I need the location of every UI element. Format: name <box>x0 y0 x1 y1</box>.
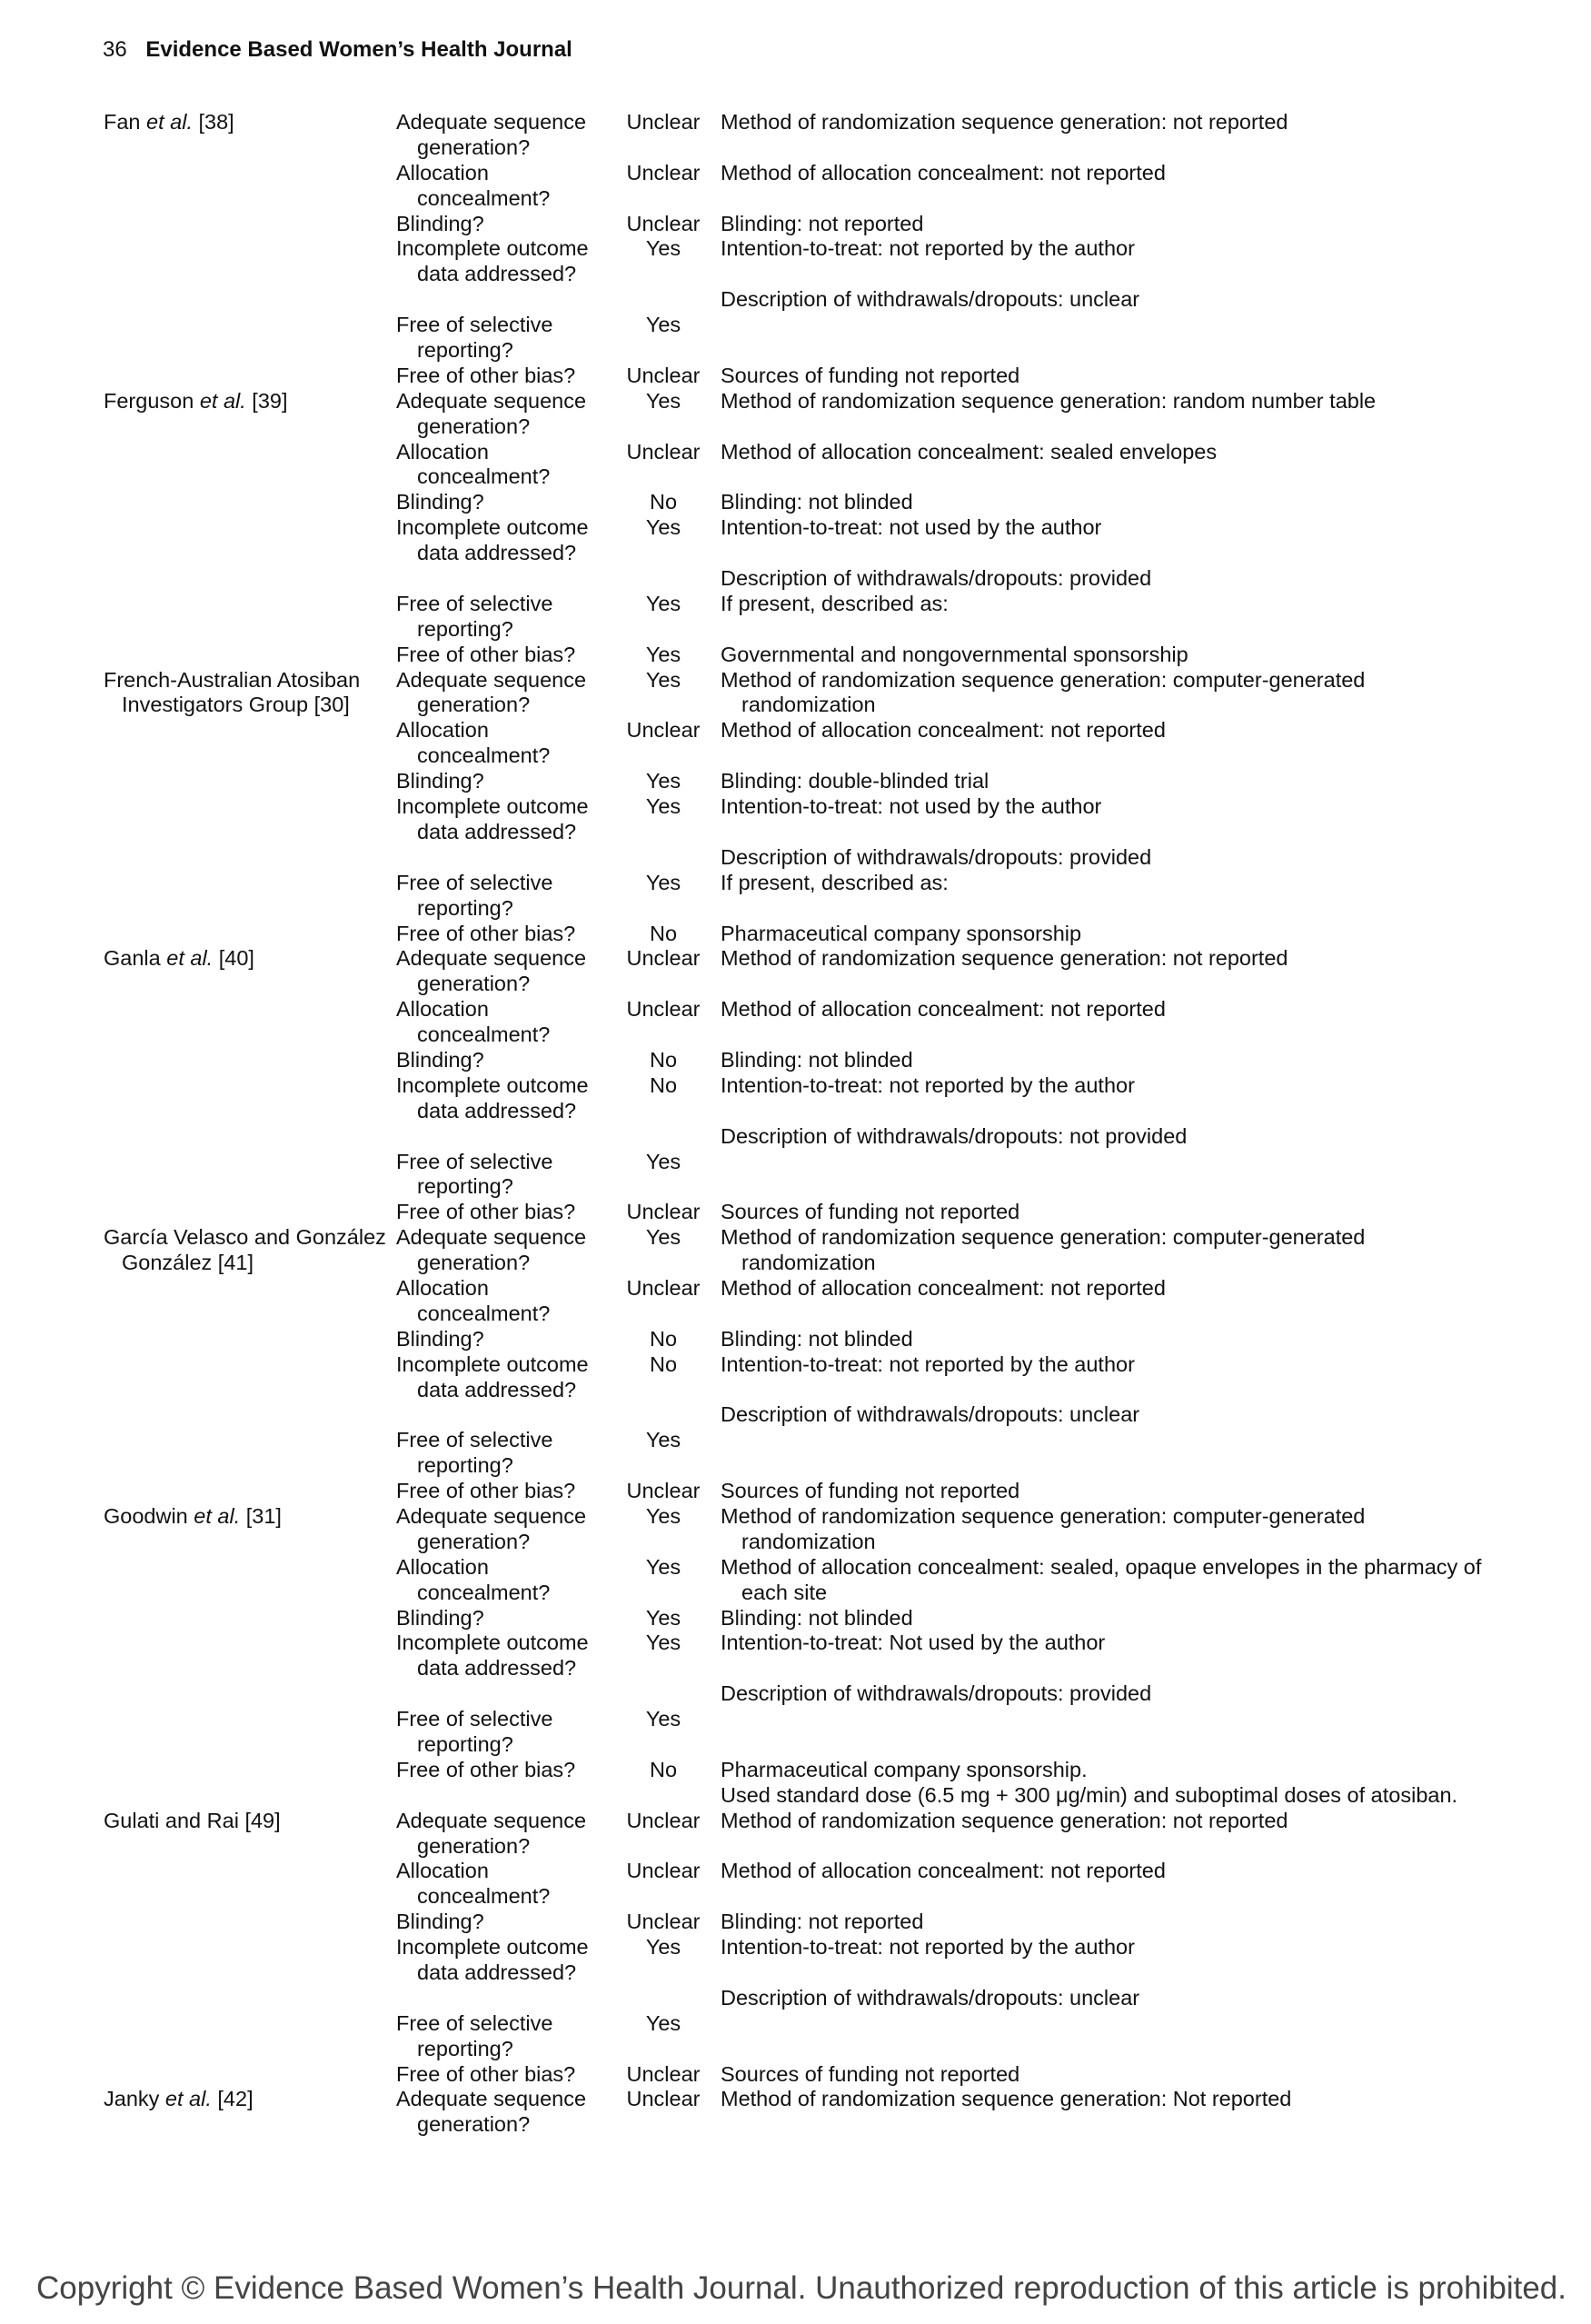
bias-domain-question: generation? <box>417 414 531 438</box>
support-for-judgment: Method of allocation concealment: sealed envelopes <box>721 439 1218 464</box>
bias-domain-question: Free of other bias? <box>396 363 576 387</box>
study-name-part: Fan <box>104 110 147 134</box>
study-name-part: Ganla <box>104 946 167 971</box>
study-group <box>0 668 1591 947</box>
running-header <box>103 36 572 64</box>
support-for-judgment: Sources of funding not reported <box>721 363 1020 387</box>
study-name <box>104 110 234 135</box>
bias-domain-question: Incomplete outcome <box>396 794 589 819</box>
support-for-judgment: Description of withdrawals/dropouts: provided <box>721 566 1152 591</box>
table-line <box>0 2011 1591 2037</box>
judgment: Unclear <box>626 2087 701 2111</box>
bias-domain-question: reporting? <box>417 338 513 363</box>
study-name-part: Ferguson <box>104 388 200 413</box>
table-line <box>0 871 1591 896</box>
support-for-judgment: Governmental and nongovernmental sponsorship <box>721 642 1188 666</box>
bias-domain-question: generation? <box>417 1833 531 1858</box>
bias-domain-question: Free of other bias? <box>396 1479 576 1503</box>
support-for-judgment: Sources of funding not reported <box>721 2061 1020 2086</box>
table-line <box>0 668 1591 693</box>
study-group <box>0 1504 1591 1809</box>
judgment: No <box>649 1326 678 1351</box>
support-for-judgment: Method of allocation concealment: sealed, opaque envelopes in the pharmacy of <box>721 1554 1482 1579</box>
bias-domain-question: generation? <box>417 972 531 996</box>
study-name <box>104 946 254 972</box>
judgment: No <box>649 1757 678 1781</box>
judgment: Unclear <box>626 1479 701 1503</box>
judgment: No <box>649 1072 678 1097</box>
bias-domain-question: Free of selective <box>396 1428 553 1452</box>
support-for-judgment: Method of randomization sequence generation: computer-generated <box>721 667 1366 692</box>
table-line <box>0 515 1591 541</box>
judgment: Yes <box>645 1149 681 1173</box>
bias-domain-question: data addressed? <box>417 819 577 843</box>
judgment: Unclear <box>626 718 701 743</box>
support-for-judgment: Method of randomization sequence generation: computer-generated <box>721 1225 1366 1250</box>
table-line <box>0 1859 1591 1884</box>
table-line <box>0 1834 1591 1860</box>
bias-domain-question: Blinding? <box>396 211 484 235</box>
bias-domain-question: Adequate sequence <box>396 1225 587 1250</box>
study-group <box>0 1225 1591 1504</box>
bias-domain-question: data addressed? <box>417 262 577 286</box>
judgment: Yes <box>645 769 681 793</box>
judgment: Unclear <box>626 1275 701 1300</box>
study-group <box>0 110 1591 389</box>
bias-domain-question: Free of other bias? <box>396 2061 576 2086</box>
table-line <box>0 617 1591 643</box>
bias-domain-question: Blinding? <box>396 1910 484 1934</box>
judgment: Unclear <box>626 1859 701 1883</box>
table-line <box>0 1073 1591 1099</box>
support-for-judgment: Blinding: not blinded <box>721 1605 913 1630</box>
bias-domain-question: generation? <box>417 135 531 159</box>
judgment: Yes <box>645 642 681 666</box>
table-line <box>0 1048 1591 1073</box>
table-line <box>0 1453 1591 1479</box>
judgment: Yes <box>645 313 681 337</box>
table-line <box>0 1479 1591 1504</box>
bias-domain-question: Blinding? <box>396 1326 484 1351</box>
bias-domain-question: concealment? <box>417 1022 551 1047</box>
judgment: Yes <box>645 1428 681 1452</box>
bias-domain-question: Free of other bias? <box>396 642 576 666</box>
support-for-judgment: Method of allocation concealment: not reported <box>721 1275 1166 1300</box>
bias-domain-question: Free of selective <box>396 1149 553 1173</box>
table-line <box>0 1530 1591 1555</box>
table-line <box>0 972 1591 997</box>
support-for-judgment: If present, described as: <box>721 591 949 615</box>
table-line <box>0 743 1591 769</box>
bias-domain-question: Allocation <box>396 160 489 185</box>
study-name-part: [40] <box>213 946 254 971</box>
table-line <box>0 1276 1591 1302</box>
bias-domain-question: reporting? <box>417 1174 513 1199</box>
bias-domain-question: Incomplete outcome <box>396 1072 589 1097</box>
judgment: No <box>649 1047 678 1072</box>
judgment: No <box>649 921 678 945</box>
table-line <box>0 414 1591 440</box>
support-for-judgment: Intention-to-treat: not used by the author <box>721 515 1102 540</box>
table-line <box>0 1732 1591 1758</box>
support-for-judgment: Sources of funding not reported <box>721 1479 1020 1503</box>
support-for-judgment: Method of allocation concealment: not reported <box>721 160 1166 185</box>
study-group <box>0 946 1591 1225</box>
table-line <box>0 794 1591 820</box>
judgment: Yes <box>645 794 681 819</box>
table-line <box>0 1809 1591 1834</box>
bias-domain-question: reporting? <box>417 616 513 641</box>
table-line <box>0 1302 1591 1327</box>
table-line <box>0 1225 1591 1251</box>
support-for-judgment: Description of withdrawals/dropouts: unclear <box>721 1402 1140 1427</box>
bias-domain-question: Incomplete outcome <box>396 515 589 540</box>
support-for-judgment: Intention-to-treat: not used by the author <box>721 794 1102 819</box>
bias-domain-question: data addressed? <box>417 541 577 565</box>
table-line <box>0 135 1591 161</box>
bias-domain-question: Allocation <box>396 718 489 743</box>
table-line <box>0 1935 1591 1960</box>
study-name-part: et al. <box>194 1503 241 1528</box>
judgment: Yes <box>645 667 681 692</box>
study-name-part: et al. <box>166 946 214 971</box>
judgment: Unclear <box>626 110 701 134</box>
judgment: Yes <box>645 236 681 261</box>
table-line <box>0 1174 1591 1200</box>
bias-domain-question: concealment? <box>417 1301 551 1325</box>
support-for-judgment: Used standard dose (6.5 mg + 300 μg/min) and suboptimal doses of atosiban. <box>721 1782 1458 1807</box>
bias-domain-question: reporting? <box>417 1453 513 1478</box>
table-line <box>0 1378 1591 1403</box>
judgment: Unclear <box>626 363 701 387</box>
support-for-judgment: Blinding: not blinded <box>721 1047 913 1072</box>
table-line <box>0 1606 1591 1631</box>
bias-domain-question: reporting? <box>417 895 513 920</box>
table-line <box>0 820 1591 845</box>
table-line <box>0 566 1591 592</box>
table-line <box>0 1581 1591 1606</box>
study-name-part: [38] <box>192 110 234 134</box>
support-for-judgment: Method of randomization sequence generation: not reported <box>721 110 1288 134</box>
bias-domain-question: Adequate sequence <box>396 388 587 413</box>
bias-domain-question: concealment? <box>417 1580 551 1604</box>
support-for-judgment: each site <box>741 1580 828 1604</box>
table-line <box>0 643 1591 668</box>
judgment: No <box>649 1352 678 1376</box>
judgment: Yes <box>645 870 681 894</box>
table-line <box>0 1327 1591 1352</box>
table-line <box>0 212 1591 237</box>
table-line <box>0 896 1591 922</box>
table-line <box>0 1402 1591 1428</box>
support-for-judgment: randomization <box>741 1251 876 1275</box>
table-line <box>0 1910 1591 1935</box>
table-line <box>0 287 1591 313</box>
table-line <box>0 186 1591 212</box>
table-line <box>0 1504 1591 1530</box>
support-for-judgment: Blinding: not blinded <box>721 1326 913 1351</box>
support-for-judgment: Description of withdrawals/dropouts: provided <box>721 1681 1152 1706</box>
judgment: Yes <box>645 2010 681 2035</box>
table-line <box>0 161 1591 186</box>
study-name: García Velasco and González <box>104 1225 386 1250</box>
support-for-judgment: Pharmaceutical company sponsorship. <box>721 1757 1088 1781</box>
table-line <box>0 997 1591 1022</box>
table-line <box>0 490 1591 515</box>
study-name: French-Australian Atosiban <box>104 667 361 692</box>
table-line <box>0 1783 1591 1809</box>
support-for-judgment: Description of withdrawals/dropouts: unclear <box>721 287 1140 312</box>
bias-domain-question: Incomplete outcome <box>396 1935 589 1960</box>
table-line <box>0 1884 1591 1910</box>
bias-domain-question: reporting? <box>417 1732 513 1756</box>
support-for-judgment: Pharmaceutical company sponsorship <box>721 921 1082 945</box>
table-line <box>0 592 1591 617</box>
support-for-judgment: Blinding: not reported <box>721 211 924 235</box>
table-line <box>0 1352 1591 1378</box>
table-line <box>0 693 1591 718</box>
table-line <box>0 1150 1591 1175</box>
support-for-judgment: Method of allocation concealment: not reported <box>721 718 1166 743</box>
bias-domain-question: Allocation <box>396 1859 489 1883</box>
bias-domain-question: Adequate sequence <box>396 1503 587 1528</box>
bias-domain-question: Allocation <box>396 439 489 464</box>
bias-domain-question: concealment? <box>417 743 551 768</box>
judgment: Yes <box>645 1707 681 1731</box>
bias-domain-question: Allocation <box>396 1275 489 1300</box>
support-for-judgment: Intention-to-treat: not reported by the author <box>721 1352 1135 1376</box>
study-name-continued: Investigators Group [30] <box>122 693 350 717</box>
judgment: Unclear <box>626 1200 701 1224</box>
support-for-judgment: Description of withdrawals/dropouts: unclear <box>721 1985 1140 2010</box>
judgment: Yes <box>645 1935 681 1960</box>
table-line <box>0 1022 1591 1048</box>
support-for-judgment: Method of allocation concealment: not reported <box>721 1859 1166 1883</box>
risk-of-bias-table <box>0 110 1591 2138</box>
table-line <box>0 338 1591 364</box>
study-name-part: et al. <box>164 2087 212 2111</box>
support-for-judgment: If present, described as: <box>721 870 949 894</box>
table-line <box>0 2112 1591 2138</box>
bias-domain-question: generation? <box>417 693 531 717</box>
table-line <box>0 1099 1591 1124</box>
bias-domain-question: Free of selective <box>396 2010 553 2035</box>
bias-domain-question: Adequate sequence <box>396 110 587 134</box>
judgment: Yes <box>645 1503 681 1528</box>
study-group <box>0 1809 1591 2088</box>
support-for-judgment: Method of allocation concealment: not reported <box>721 997 1166 1022</box>
study-group <box>0 2087 1591 2138</box>
bias-domain-question: Free of selective <box>396 1707 553 1731</box>
study-name <box>104 389 288 414</box>
table-line <box>0 1960 1591 1986</box>
study-name-part: et al. <box>199 388 246 413</box>
table-line <box>0 2037 1591 2062</box>
copyright-notice: Copyright © Evidence Based Women’s Health Journal. Unauthorized reproduction of this article is prohibited. <box>36 2270 1566 2306</box>
bias-domain-question: Incomplete outcome <box>396 1631 589 1655</box>
support-for-judgment: Method of randomization sequence generation: not reported <box>721 1808 1288 1832</box>
judgment: Yes <box>645 591 681 615</box>
table-line <box>0 1656 1591 1681</box>
bias-domain-question: reporting? <box>417 2036 513 2060</box>
bias-domain-question: data addressed? <box>417 1656 577 1681</box>
support-for-judgment: Blinding: not reported <box>721 1910 924 1934</box>
support-for-judgment: Intention-to-treat: not reported by the author <box>721 1072 1135 1097</box>
judgment: No <box>649 490 678 514</box>
bias-domain-question: generation? <box>417 2112 531 2137</box>
judgment: Unclear <box>626 439 701 464</box>
judgment: Unclear <box>626 946 701 971</box>
table-line <box>0 1251 1591 1276</box>
table-line <box>0 541 1591 566</box>
judgment: Unclear <box>626 1808 701 1832</box>
table-line <box>0 1555 1591 1581</box>
bias-domain-question: generation? <box>417 1251 531 1275</box>
study-name-part: [39] <box>245 388 288 413</box>
bias-domain-question: concealment? <box>417 185 551 210</box>
bias-domain-question: data addressed? <box>417 1960 577 1985</box>
support-for-judgment: randomization <box>741 693 876 717</box>
judgment: Yes <box>645 1605 681 1630</box>
support-for-judgment: Blinding: not blinded <box>721 490 913 514</box>
support-for-judgment: Intention-to-treat: not reported by the author <box>721 1935 1135 1960</box>
table-line <box>0 262 1591 287</box>
table-line <box>0 236 1591 262</box>
study-name-continued: González [41] <box>122 1251 254 1275</box>
study-name-part: [42] <box>211 2087 254 2111</box>
table-line <box>0 464 1591 490</box>
study-name <box>104 2087 254 2112</box>
bias-domain-question: Free of selective <box>396 591 553 615</box>
judgment: Unclear <box>626 997 701 1022</box>
bias-domain-question: Blinding? <box>396 1605 484 1630</box>
table-line <box>0 2087 1591 2112</box>
table-line <box>0 1124 1591 1150</box>
bias-domain-question: concealment? <box>417 464 551 489</box>
bias-domain-question: Free of selective <box>396 870 553 894</box>
table-line <box>0 389 1591 414</box>
table-line <box>0 440 1591 465</box>
study-name-part: [31] <box>240 1503 282 1528</box>
bias-domain-question: Free of selective <box>396 313 553 337</box>
support-for-judgment: Intention-to-treat: Not used by the author <box>721 1631 1106 1655</box>
bias-domain-question: Blinding? <box>396 490 484 514</box>
bias-domain-question: Allocation <box>396 997 489 1022</box>
page-number: 36 <box>103 37 127 62</box>
table-line <box>0 110 1591 135</box>
table-line <box>0 1758 1591 1783</box>
judgment: Unclear <box>626 160 701 185</box>
judgment: Yes <box>645 1554 681 1579</box>
bias-domain-question: Free of other bias? <box>396 1757 576 1781</box>
journal-title: Evidence Based Women’s Health Journal <box>145 37 572 62</box>
bias-domain-question: Blinding? <box>396 1047 484 1072</box>
support-for-judgment: Method of randomization sequence generation: Not reported <box>721 2087 1292 2111</box>
table-line <box>0 313 1591 338</box>
support-for-judgment: Method of randomization sequence generation: random number table <box>721 388 1377 413</box>
bias-domain-question: Blinding? <box>396 769 484 793</box>
bias-domain-question: Free of other bias? <box>396 921 576 945</box>
study-name-part: et al. <box>146 110 193 134</box>
bias-domain-question: Adequate sequence <box>396 667 587 692</box>
support-for-judgment: Description of withdrawals/dropouts: not provided <box>721 1123 1188 1148</box>
bias-domain-question: data addressed? <box>417 1377 577 1401</box>
study-name-part: Goodwin <box>104 1503 194 1528</box>
bias-domain-question: concealment? <box>417 1884 551 1909</box>
table-line <box>0 946 1591 972</box>
judgment: Yes <box>645 1225 681 1250</box>
judgment: Yes <box>645 515 681 540</box>
table-line <box>0 1631 1591 1656</box>
support-for-judgment: randomization <box>741 1529 876 1553</box>
study-name <box>104 1504 282 1530</box>
judgment: Unclear <box>626 1910 701 1934</box>
bias-domain-question: Adequate sequence <box>396 1808 587 1832</box>
table-line <box>0 718 1591 743</box>
judgment: Unclear <box>626 211 701 235</box>
study-name: Gulati and Rai [49] <box>104 1808 281 1832</box>
table-line <box>0 2062 1591 2088</box>
judgment: Yes <box>645 1631 681 1655</box>
study-group <box>0 389 1591 668</box>
bias-domain-question: Incomplete outcome <box>396 1352 589 1376</box>
bias-domain-question: Incomplete outcome <box>396 236 589 261</box>
judgment: Unclear <box>626 2061 701 2086</box>
bias-domain-question: Adequate sequence <box>396 2087 587 2111</box>
judgment: Yes <box>645 388 681 413</box>
bias-domain-question: data addressed? <box>417 1098 577 1122</box>
support-for-judgment: Sources of funding not reported <box>721 1200 1020 1224</box>
table-line <box>0 845 1591 871</box>
table-line <box>0 1681 1591 1707</box>
support-for-judgment: Description of withdrawals/dropouts: provided <box>721 844 1152 869</box>
study-name-part: Janky <box>104 2087 165 2111</box>
support-for-judgment: Blinding: double-blinded trial <box>721 769 989 793</box>
support-for-judgment: Intention-to-treat: not reported by the author <box>721 236 1135 261</box>
table-line <box>0 364 1591 389</box>
table-line <box>0 922 1591 947</box>
support-for-judgment: Method of randomization sequence generation: not reported <box>721 946 1288 971</box>
table-line <box>0 1707 1591 1732</box>
bias-domain-question: generation? <box>417 1529 531 1553</box>
bias-domain-question: Allocation <box>396 1554 489 1579</box>
table-line <box>0 1986 1591 2011</box>
table-line <box>0 1428 1591 1453</box>
bias-domain-question: Free of other bias? <box>396 1200 576 1224</box>
support-for-judgment: Method of randomization sequence generation: computer-generated <box>721 1503 1366 1528</box>
table-line <box>0 1200 1591 1225</box>
bias-domain-question: Adequate sequence <box>396 946 587 971</box>
table-line <box>0 769 1591 794</box>
